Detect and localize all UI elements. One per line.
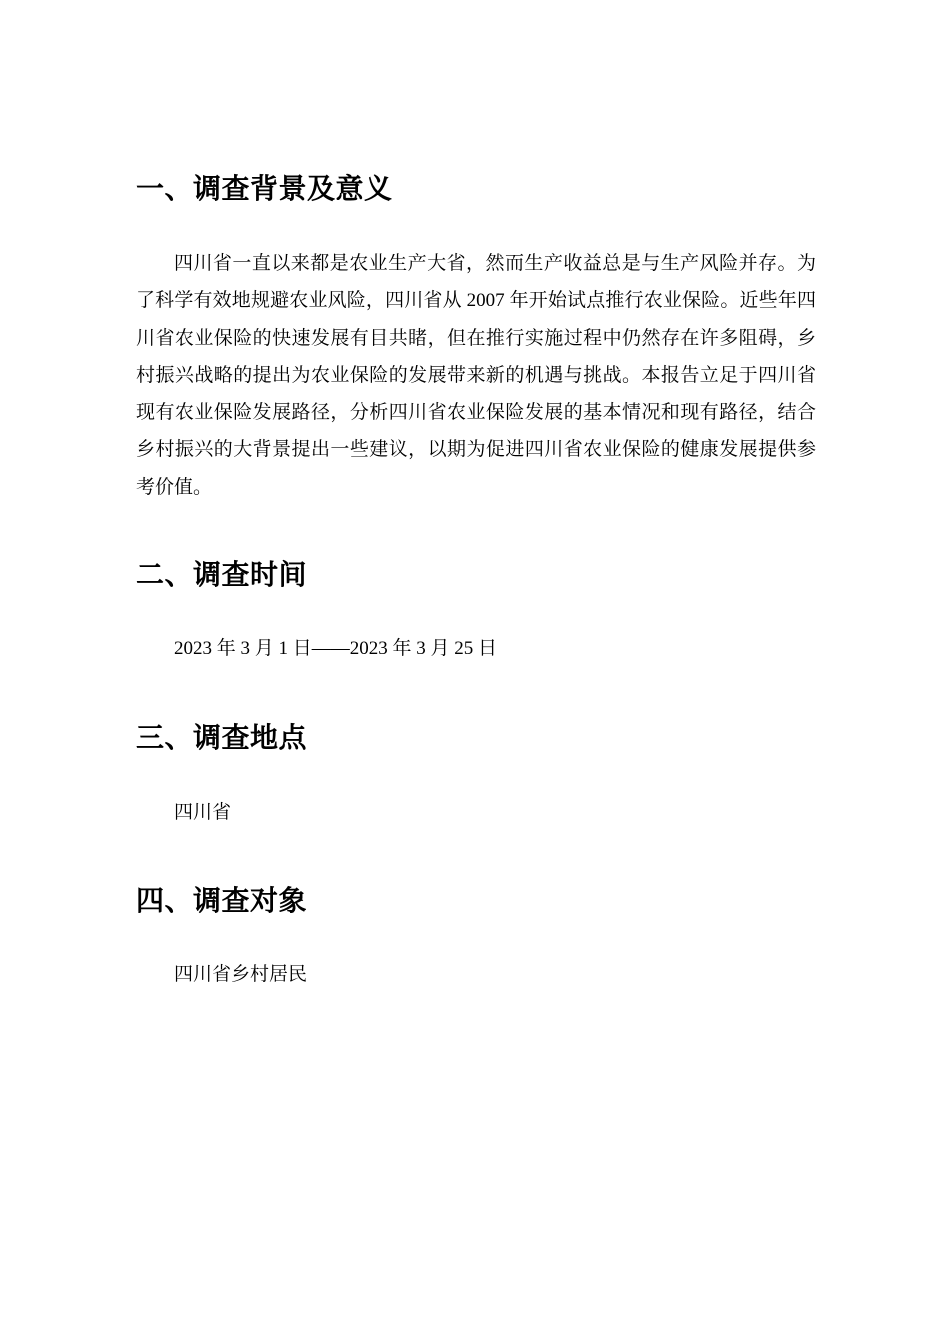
section-body-subject: 四川省乡村居民 [174,964,308,985]
section-heading-background: 一、调查背景及意义 [136,172,393,205]
section-heading-subject: 四、调查对象 [136,884,308,917]
section-heading-time: 二、调查时间 [136,558,308,591]
section-body-location: 四川省 [174,802,232,823]
section-heading-location: 三、调查地点 [136,721,308,754]
section-body-time: 2023 年 3 月 1 日——2023 年 3 月 25 日 [174,638,498,659]
section-body-background: 四川省一直以来都是农业生产大省，然而生产收益总是与生产风险并存。为了科学有效地规避农业风险，四川省从 2007 年开始试点推行农业保险。近些年四川省农业保险的快速发展有目共睹，但在推行实施过程中仍然存在许多阻碍，乡村振兴战略的提出为农业保险的发展带来新的机遇与挑战。本报告立足于四川省现有农业保险发展路径，分析四川省农业保险发展的基本情况和现有路径，结合乡村振兴的大背景提出一些建议，以期为促进四川省农业保险的健康发展提供参考价值。 [136,253,816,498]
